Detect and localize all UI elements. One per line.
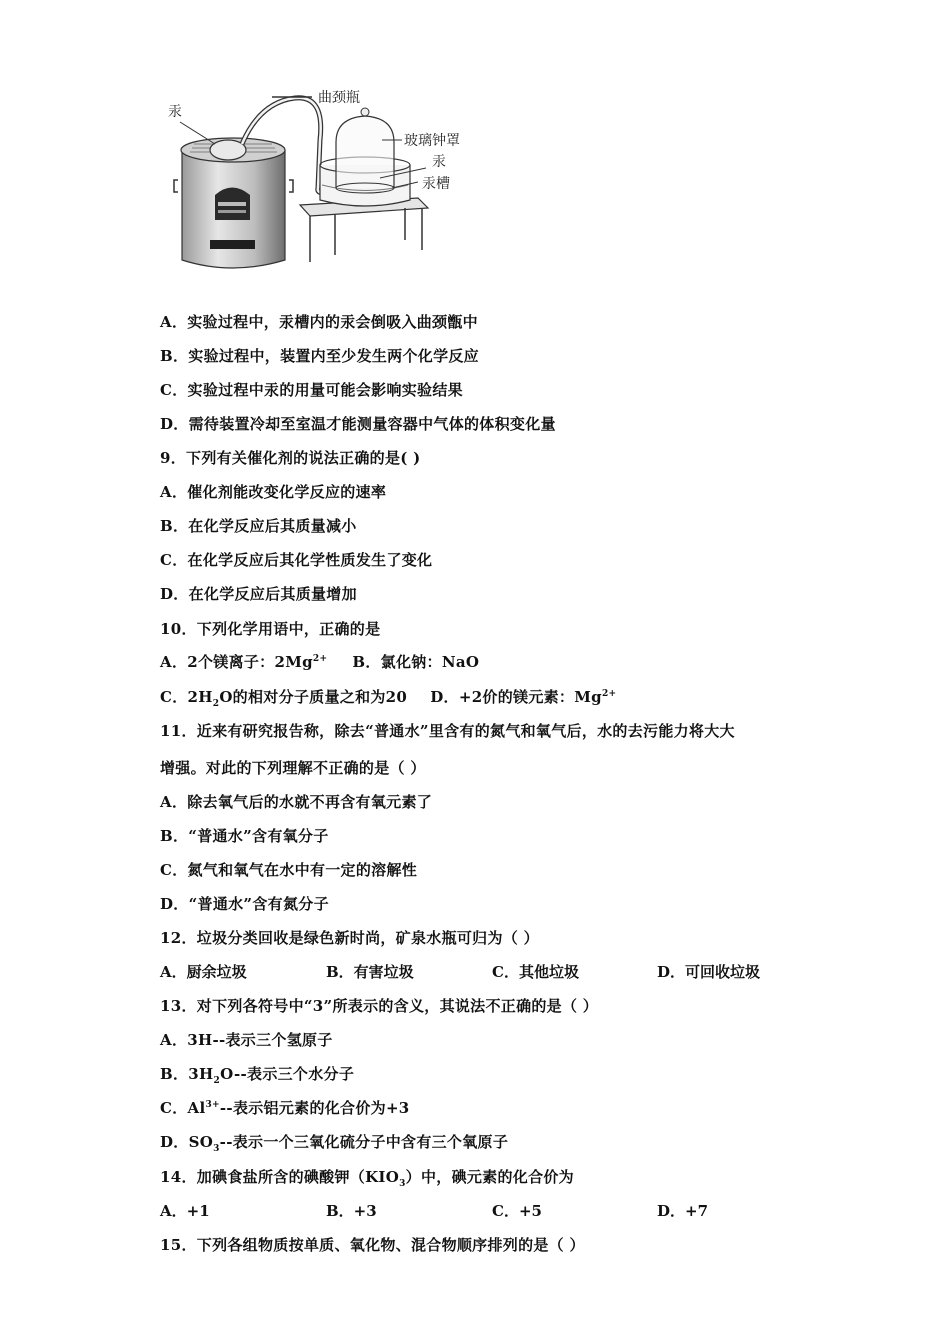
q14-option-b: B．+3	[326, 1202, 377, 1220]
q9-option-b: B．在化学反应后其质量减小	[160, 517, 357, 535]
q10-option-d: D．+2价的镁元素：$Mg^{2+}$	[430, 688, 617, 706]
q12-option-b: B．有害垃圾	[326, 963, 414, 981]
q12-option-c: C．其他垃圾	[492, 963, 579, 981]
q10-option-b: B．氯化钠：NaO	[352, 653, 480, 671]
q12-option-d: D．可回收垃圾	[657, 963, 761, 981]
q10-stem: 10．下列化学用语中，正确的是	[160, 620, 381, 638]
figure-label-retort: 曲颈瓶	[318, 90, 360, 106]
figure-label-mercury-left: 汞	[168, 104, 182, 120]
q14-option-a: A．+1	[160, 1202, 210, 1220]
q13-option-b: B．$3H_2O--$表示三个水分子	[160, 1065, 355, 1086]
q14-stem: 14．加碘食盐所含的碘酸钾$(KIO_3)$中，碘元素的化合价为	[160, 1168, 574, 1189]
lavoisier-apparatus-figure	[160, 80, 490, 280]
q11-option-d: D．“普通水”含有氮分子	[160, 895, 329, 913]
q14-option-c: C．+5	[492, 1202, 542, 1220]
q11-option-a: A．除去氧气后的水就不再含有氧元素了	[160, 793, 433, 811]
bell-jar	[336, 108, 394, 193]
q11-option-b: B．“普通水”含有氧分子	[160, 827, 329, 845]
q9-option-c: C．在化学反应后其化学性质发生了变化	[160, 551, 433, 569]
q15-stem: 15．下列各组物质按单质、氧化物、混合物顺序排列的是（ ）	[160, 1236, 585, 1254]
table	[300, 198, 428, 262]
q8-option-d: D．需待装置冷却至室温才能测量容器中气体的体积变化量	[160, 415, 556, 433]
q10-options-ab	[160, 651, 479, 672]
q10-option-a: A．2个镁离子：$2Mg^{2+}$	[160, 653, 328, 671]
q12-stem: 12．垃圾分类回收是绿色新时尚，矿泉水瓶可归为（ ）	[160, 929, 539, 947]
q10-option-c: C．$2H_2O$的相对分子质量之和为20	[160, 688, 408, 709]
q11-stem-line2: 增强。对此的下列理解不正确的是（ ）	[160, 759, 426, 777]
figure-label-trough: 汞槽	[422, 176, 450, 192]
figure-label-bell-jar: 玻璃钟罩	[404, 133, 460, 149]
q10-options-cd	[160, 686, 616, 709]
q13-option-a: A．3H--表示三个氢原子	[160, 1031, 333, 1049]
q13-stem: 13．对下列各符号中“3”所表示的含义，其说法不正确的是（ ）	[160, 997, 599, 1015]
q11-stem-line1: 11．近来有研究报告称，除去“普通水”里含有的氮气和氧气后，水的去污能力将大大	[160, 722, 735, 740]
q12-option-a: A．厨余垃圾	[160, 963, 247, 981]
q8-option-c: C．实验过程中汞的用量可能会影响实验结果	[160, 381, 463, 399]
q8-option-a: A．实验过程中，汞槽内的汞会倒吸入曲颈甑中	[160, 313, 478, 331]
q9-option-a: A．催化剂能改变化学反应的速率	[160, 483, 387, 501]
figure-label-mercury-right: 汞	[432, 154, 446, 170]
q13-option-c: C．$Al^{3+}--$表示铝元素的化合价为+3	[160, 1099, 410, 1117]
q8-option-b: B．实验过程中，装置内至少发生两个化学反应	[160, 347, 479, 365]
q11-option-c: C．氮气和氧气在水中有一定的溶解性	[160, 861, 418, 879]
q13-option-d: D．$SO_3--$表示一个三氧化硫分子中含有三个氧原子	[160, 1133, 509, 1154]
q14-option-d: D．+7	[657, 1202, 709, 1220]
q9-stem: 9．下列有关催化剂的说法正确的是( )	[160, 449, 421, 467]
q9-option-d: D．在化学反应后其质量增加	[160, 585, 357, 603]
